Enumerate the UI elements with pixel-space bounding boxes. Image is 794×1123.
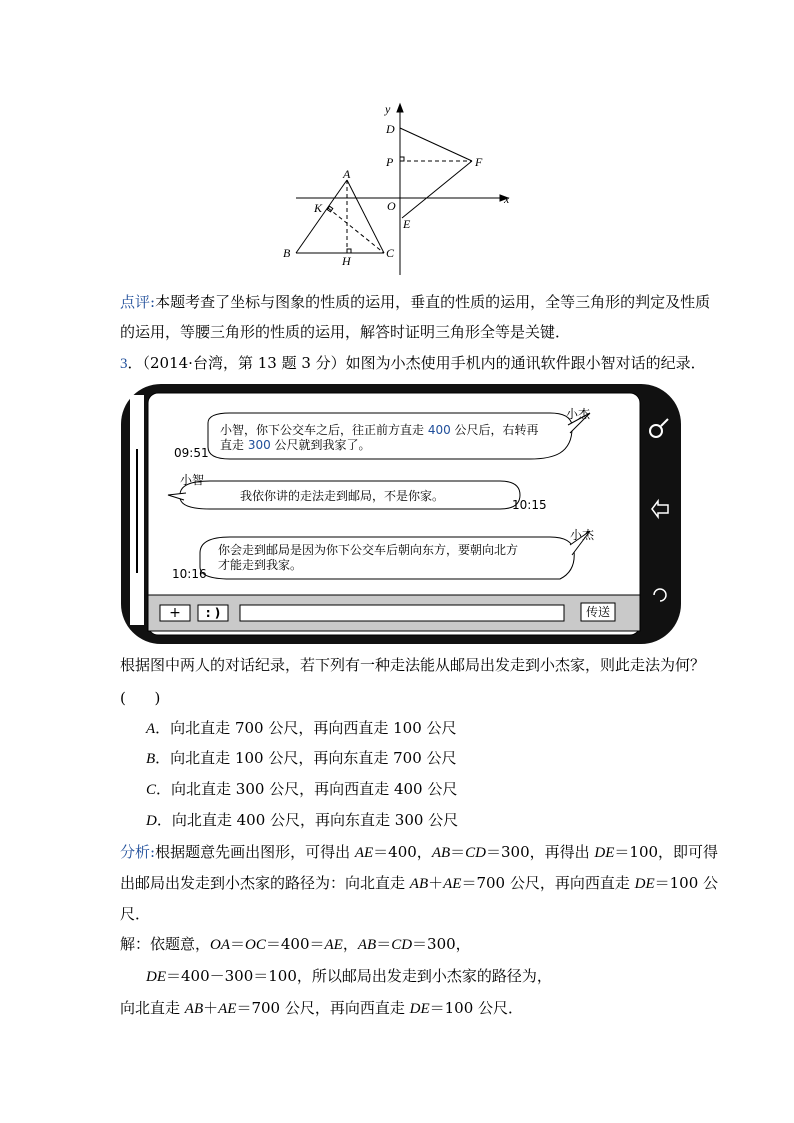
geometry-figure [280, 100, 520, 280]
option-b: B．向北直走 100 公尺，再向东直走 700 公尺 [146, 749, 457, 767]
answer-parenthesis: ( ) [120, 689, 161, 707]
time-2: 10:15 [512, 498, 547, 512]
question-number: 3 [120, 356, 128, 372]
label-D: D [386, 122, 395, 136]
comment-line-2: 的运用，等腰三角形的性质的运用，解答时证明三角形全等是关键． [120, 323, 571, 341]
label-F: F [475, 155, 483, 169]
comment-line-1 [120, 292, 710, 312]
label-O: O [387, 199, 396, 213]
label-P: P [386, 155, 394, 169]
speaker-1: 小杰 [566, 407, 591, 421]
comment-text-1: 本题考查了坐标与图象的性质的运用，垂直的性质的运用，全等三角形的判定及性质 [155, 293, 711, 311]
analysis-line-3: 尺． [120, 905, 151, 923]
label-x: x [504, 192, 510, 206]
emoji-button[interactable]: : ) [205, 606, 221, 620]
message-1: 小智，你下公交车之后，往正前方直走 400 公尺后，右转再 直走 300 公尺就到我家了。 [220, 423, 539, 452]
solution-line-3: 向北直走 AB＋AE＝700 公尺，再向西直走 DE＝100 公尺． [120, 999, 524, 1017]
label-B: B [283, 246, 291, 260]
speaker-3: 小杰 [570, 528, 595, 542]
message-input[interactable] [241, 606, 563, 620]
time-3: 10:16 [172, 567, 207, 581]
question-header [120, 353, 706, 374]
option-a: A．向北直走 700 公尺，再向西直走 100 公尺 [146, 719, 457, 737]
phone-screenshot [120, 383, 682, 645]
option-d: D．向北直走 400 公尺，再向东直走 300 公尺 [146, 811, 459, 829]
label-y: y [385, 102, 391, 116]
label-H: H [342, 254, 351, 268]
label-C: C [386, 246, 395, 260]
analysis-line-2: 出邮局出发走到小杰家的路径为：向北直走 AB＋AE＝700 公尺，再向西直走 DE＝100 公 [120, 874, 719, 892]
speaker-2: 小智 [180, 473, 205, 487]
send-button[interactable]: 传送 [585, 605, 610, 619]
question-prompt: 根据图中两人的对话纪录，若下列有一种走法能从邮局出发走到小杰家，则此走法为何？ [120, 656, 706, 674]
message-3: 你会走到邮局是因为你下公交车后朝向东方，要朝向北方 才能走到我家。 [218, 543, 519, 572]
label-K: K [314, 201, 323, 215]
option-c: C．向北直走 300 公尺，再向西直走 400 公尺 [146, 780, 458, 798]
solution-line-1: 解：依题意，OA＝OC＝400＝AE，AB＝CD＝300， [120, 935, 471, 953]
label-A: A [343, 167, 351, 181]
time-1: 09:51 [174, 446, 209, 460]
plus-button[interactable]: + [169, 605, 181, 621]
question-text: ．（2014·台湾，第 13 题 3 分）如图为小杰使用手机内的通讯软件跟小智对话的纪录． [127, 354, 706, 372]
label-E: E [403, 217, 411, 231]
message-2: 我依你讲的走法走到邮局，不是你家。 [240, 489, 445, 503]
analysis-line-1: 分析:根据题意先画出图形，可得出 AE＝400，AB＝CD＝300，再得出 DE＝100，即可得 [120, 843, 719, 861]
comment-tag: 点评: [120, 293, 156, 311]
solution-line-2: DE＝400－300＝100，所以邮局出发走到小杰家的路径为， [146, 967, 552, 985]
